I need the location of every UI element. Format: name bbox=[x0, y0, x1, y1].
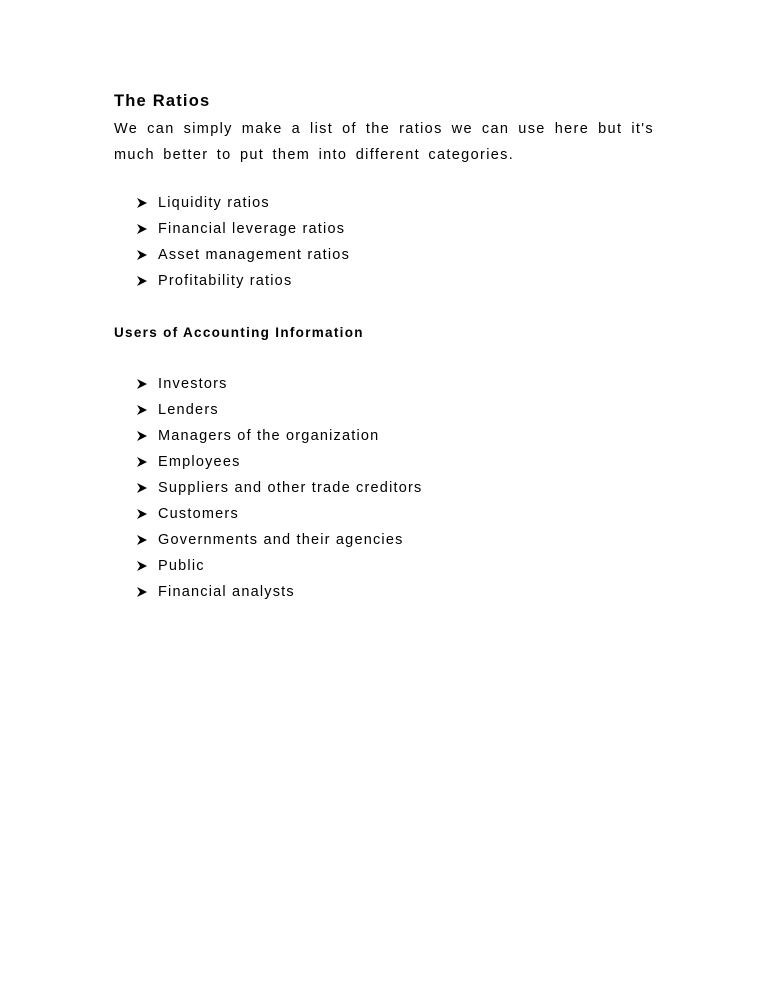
arrowhead-bullet-icon bbox=[136, 507, 158, 521]
list-item bbox=[114, 216, 654, 242]
list-item bbox=[114, 527, 654, 553]
list-item-label: Financial analysts bbox=[158, 584, 295, 600]
list-item-label: Suppliers and other trade creditors bbox=[158, 480, 423, 496]
list-item bbox=[114, 397, 654, 423]
list-item bbox=[114, 268, 654, 294]
list-item-label: Managers of the organization bbox=[158, 428, 380, 444]
list-item bbox=[114, 423, 654, 449]
list-item-label: Employees bbox=[158, 454, 241, 470]
section-title-users: Users of Accounting Information bbox=[114, 325, 364, 340]
list-item bbox=[114, 190, 654, 216]
list-item bbox=[114, 449, 654, 475]
arrowhead-bullet-icon bbox=[136, 222, 158, 236]
users-list bbox=[114, 371, 654, 605]
list-item-label: Customers bbox=[158, 506, 239, 522]
arrowhead-bullet-icon bbox=[136, 533, 158, 547]
list-item-label: Investors bbox=[158, 376, 228, 392]
arrowhead-bullet-icon bbox=[136, 274, 158, 288]
arrowhead-bullet-icon bbox=[136, 455, 158, 469]
document-content bbox=[114, 90, 654, 605]
intro-paragraph: We can simply make a list of the ratios we can use here but it's much better to put them into different categories. bbox=[114, 121, 654, 163]
list-item-label: Governments and their agencies bbox=[158, 532, 404, 548]
ratios-list bbox=[114, 190, 654, 294]
list-item-label: Liquidity ratios bbox=[158, 195, 270, 211]
list-item bbox=[114, 579, 654, 605]
arrowhead-bullet-icon bbox=[136, 248, 158, 262]
section-title-ratios: The Ratios bbox=[114, 92, 211, 110]
list-item bbox=[114, 501, 654, 527]
arrowhead-bullet-icon bbox=[136, 585, 158, 599]
arrowhead-bullet-icon bbox=[136, 403, 158, 417]
list-item-label: Lenders bbox=[158, 402, 219, 418]
arrowhead-bullet-icon bbox=[136, 377, 158, 391]
list-item bbox=[114, 553, 654, 579]
arrowhead-bullet-icon bbox=[136, 196, 158, 210]
list-item bbox=[114, 242, 654, 268]
arrowhead-bullet-icon bbox=[136, 559, 158, 573]
list-item-label: Public bbox=[158, 558, 205, 574]
list-item-label: Financial leverage ratios bbox=[158, 221, 346, 237]
list-item bbox=[114, 371, 654, 397]
arrowhead-bullet-icon bbox=[136, 481, 158, 495]
list-item bbox=[114, 475, 654, 501]
list-item-label: Profitability ratios bbox=[158, 273, 293, 289]
arrowhead-bullet-icon bbox=[136, 429, 158, 443]
list-item-label: Asset management ratios bbox=[158, 247, 351, 263]
